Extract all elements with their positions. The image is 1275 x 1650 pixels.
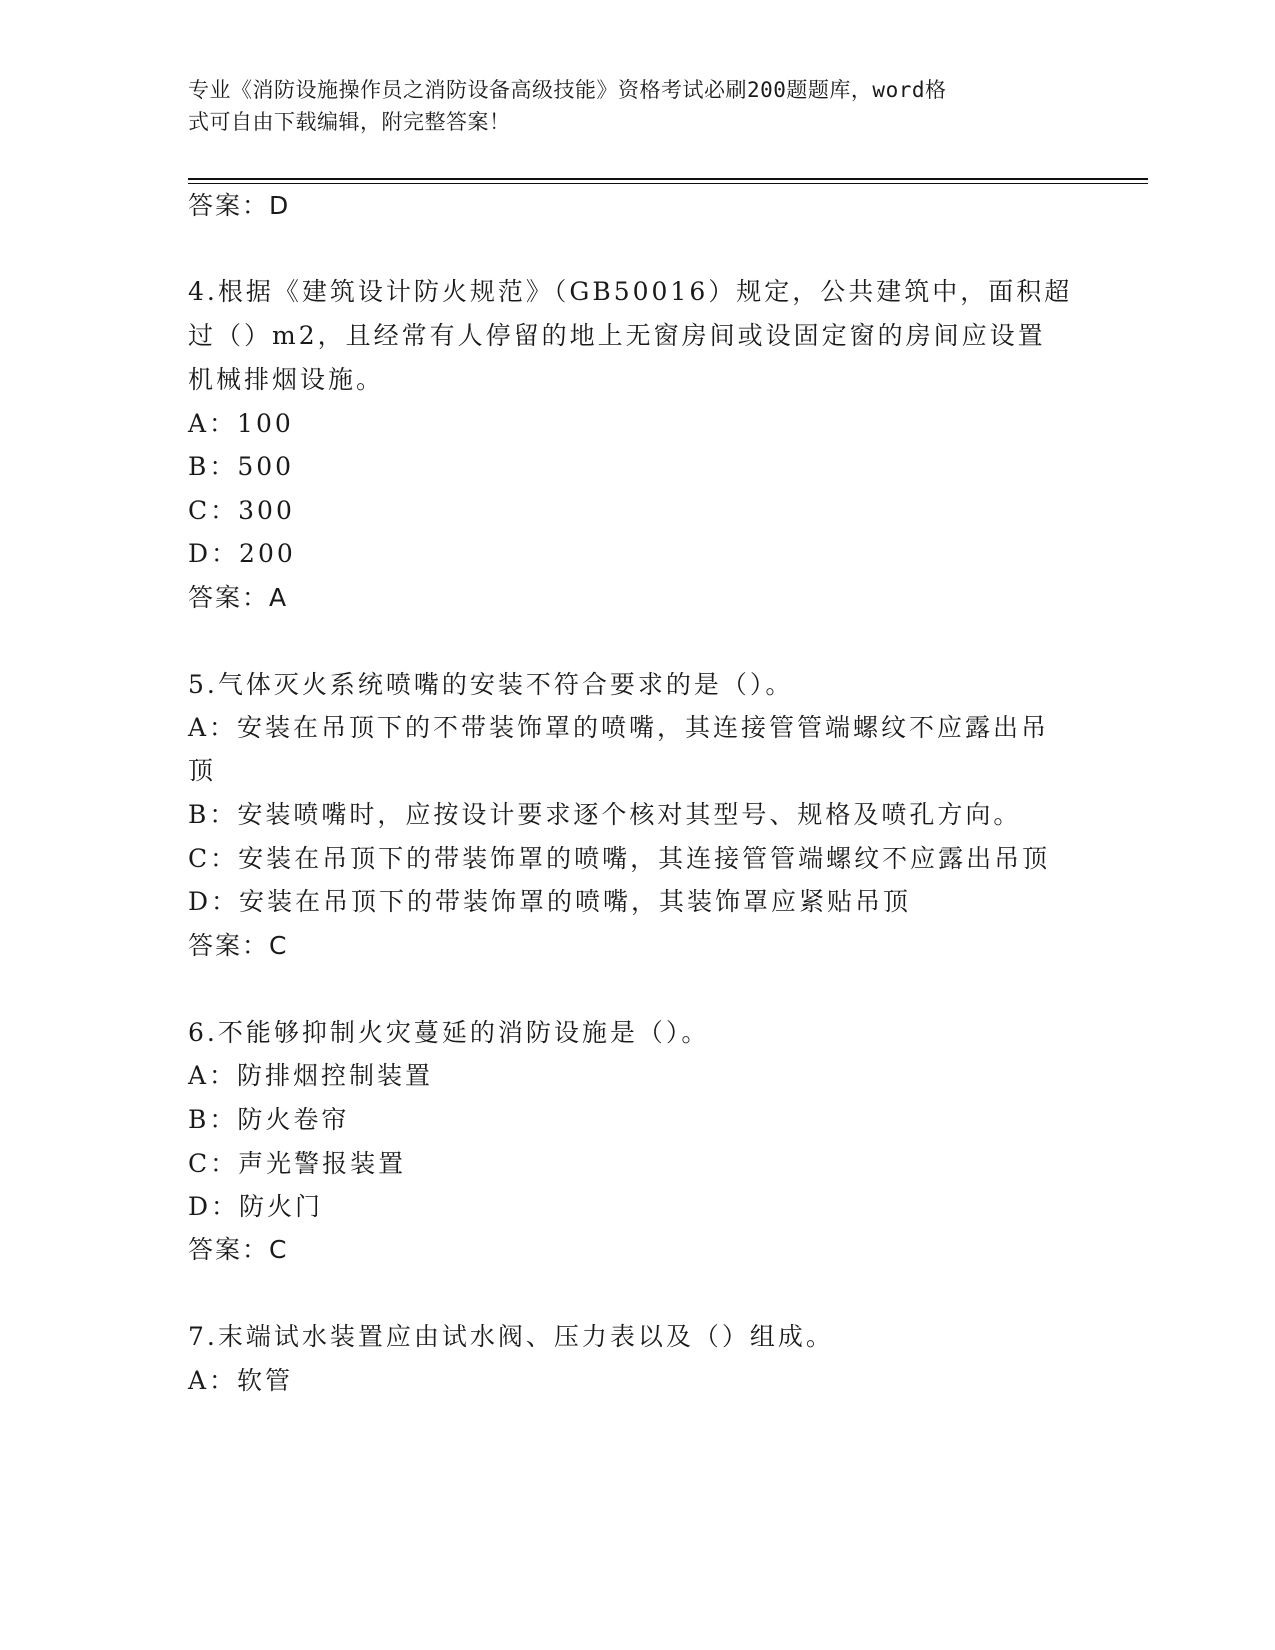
question-5-option-c: C：安装在吊顶下的带装饰罩的喷嘴，其连接管管端螺纹不应露出吊顶 (188, 844, 1051, 873)
header-line-1: 专业《消防设施操作员之消防设备高级技能》资格考试必刷200题题库，word格 (188, 78, 947, 102)
question-6-option-c: C：声光警报装置 (188, 1149, 407, 1178)
header-divider-thin (188, 183, 1148, 184)
question-4-option-d: D：200 (188, 539, 296, 568)
question-6-text: 6.不能够抑制火灾蔓延的消防设施是（）。 (188, 1018, 710, 1047)
question-5-option-a: A：安装在吊顶下的不带装饰罩的喷嘴，其连接管管端螺纹不应露出吊 (188, 713, 1050, 742)
question-4-text: 4.根据《建筑设计防火规范》（GB50016）规定，公共建筑中，面积超 (188, 277, 1073, 306)
question-5-text: 5.气体灭火系统喷嘴的安装不符合要求的是（）。 (188, 670, 794, 699)
question-4-option-c: C：300 (188, 496, 295, 525)
page-header (188, 74, 1068, 138)
question-4-option-a: A：100 (188, 409, 294, 438)
question-5-option-b: B：安装喷嘴时，应按设计要求逐个核对其型号、规格及喷孔方向。 (188, 800, 1022, 829)
question-5-answer: 答案：C (188, 931, 289, 960)
header-divider (188, 178, 1148, 180)
question-6-option-b: B：防火卷帘 (188, 1105, 350, 1134)
question-4-option-b: B：500 (188, 452, 295, 481)
question-6-answer: 答案：C (188, 1235, 289, 1264)
question-6-option-d: D：防火门 (188, 1192, 324, 1221)
question-5-option-a-cont: 顶 (188, 756, 217, 785)
question-7-option-a: A：软管 (188, 1366, 294, 1395)
question-4-answer: 答案：A (188, 583, 289, 612)
question-4-text-cont: 机械排烟设施。 (188, 365, 385, 394)
question-4-text-cont: 过（）m2，且经常有人停留的地上无窗房间或设固定窗的房间应设置 (188, 321, 1046, 350)
question-5-option-d: D：安装在吊顶下的带装饰罩的喷嘴，其装饰罩应紧贴吊顶 (188, 887, 912, 916)
question-6-option-a: A：防排烟控制装置 (188, 1061, 434, 1090)
answer-previous: 答案：D (188, 191, 291, 220)
question-7-text: 7.末端试水装置应由试水阀、压力表以及（）组成。 (188, 1322, 834, 1351)
header-line-2: 式可自由下载编辑，附完整答案！ (188, 110, 511, 134)
